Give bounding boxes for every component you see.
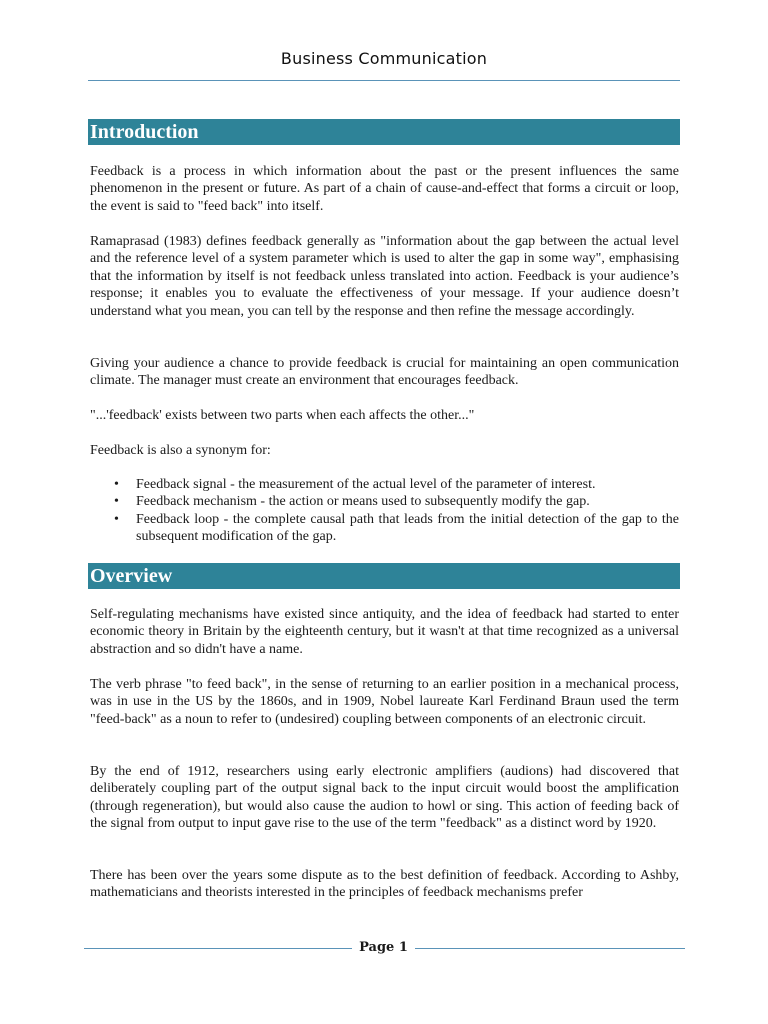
- list-item-text: Feedback mechanism - the action or means used to subsequently modify the gap.: [136, 494, 590, 510]
- section-heading-introduction: Introduction: [88, 119, 680, 145]
- page-number: Page 1: [359, 940, 408, 955]
- list-item-text: Feedback loop - the complete causal path that leads from the initial detection of the gap to the subsequent modification of the gap.: [136, 511, 679, 545]
- bullet-icon: •: [114, 477, 119, 492]
- intro-paragraph-synonym: Feedback is also a synonym for:: [90, 443, 271, 458]
- overview-paragraph-1: Self-regulating mechanisms have existed since antiquity, and the idea of feedback had started to enter economic theory in Britain by the eighteenth century, but it wasn't at that time recognized as a universal abstraction and so didn't have a name.: [90, 607, 679, 657]
- page-header-title: Business Communication: [280, 49, 488, 68]
- list-item: [90, 476, 679, 493]
- intro-paragraph-2: Ramaprasad (1983) defines feedback generally as "information about the gap between the actual level and the reference level of a system parameter which is used to alter the gap in some way", emphasising that the information by itself is not feedback unless translated into action. Feedback is your audience’s response; it enables you to evaluate the effectiveness of your message. If your audience doesn’t understand what you mean, you can tell by the response and then refine the message accordingly.: [90, 234, 679, 319]
- list-item: [90, 511, 679, 546]
- list-item-text: Feedback signal - the measurement of the actual level of the parameter of interest.: [136, 477, 596, 492]
- intro-paragraph-1: Feedback is a process in which information about the past or the present influences the same phenomenon in the present or future. As part of a chain of cause-and-effect that forms a circuit or loop, the event is said to "feed back" into itself.: [90, 164, 679, 214]
- bullet-icon: •: [114, 494, 119, 510]
- intro-quote: "...'feedback' exists between two parts when each affects the other...": [90, 408, 475, 423]
- footer-divider-right: [415, 948, 685, 949]
- overview-paragraph-4: There has been over the years some dispute as to the best definition of feedback. According to Ashby, mathematicians and theorists interested in the principles of feedback mechanisms prefer: [90, 868, 679, 901]
- intro-paragraph-3: Giving your audience a chance to provide feedback is crucial for maintaining an open communication climate. The manager must create an environment that encourages feedback.: [90, 356, 679, 389]
- feedback-synonym-list: [90, 476, 679, 546]
- overview-paragraph-2: The verb phrase "to feed back", in the sense of returning to an earlier position in a mechanical process, was in use in the US by the 1860s, and in 1909, Nobel laureate Karl Ferdinand Braun used the term "feed-back" as a noun to refer to (undesired) coupling between components of an electronic circuit.: [90, 677, 679, 727]
- overview-paragraph-3: By the end of 1912, researchers using early electronic amplifiers (audions) had discovered that deliberately coupling part of the output signal back to the input circuit would boost the amplification (through regeneration), but would also cause the audion to howl or sing. This action of feeding back of the signal from output to input gave rise to the use of the term "feedback" as a distinct word by 1920.: [90, 764, 679, 832]
- bullet-icon: •: [114, 511, 119, 527]
- list-item: [90, 493, 679, 510]
- section-heading-overview: Overview: [88, 563, 680, 589]
- footer-divider-left: [84, 948, 352, 949]
- header-divider: [88, 80, 680, 81]
